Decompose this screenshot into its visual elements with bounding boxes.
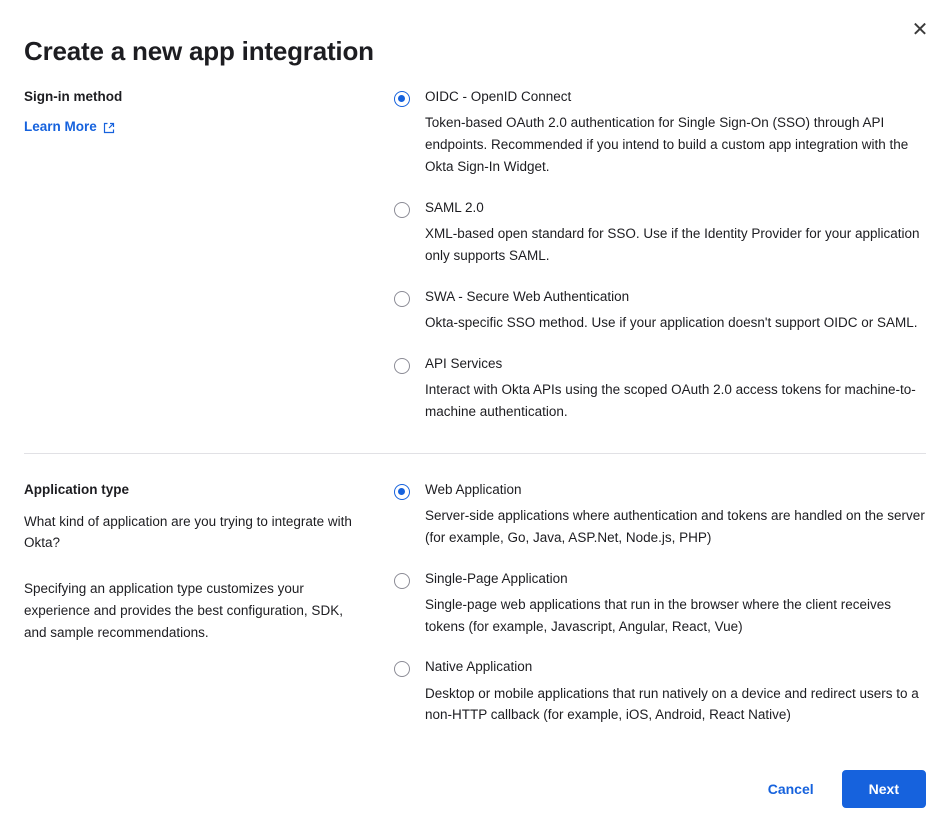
apptype-option-description: Desktop or mobile applications that run natively on a device and redirect users to a non-HTTP callback (for example, iOS, Android, React Native) [425,685,919,723]
application-type-paragraph-2: Specifying an application type customizes your experience and provides the best configuration, SDK, and sample recommendations. [24,581,343,641]
dialog-footer [766,770,926,808]
apptype-option-title: Native Application [425,659,533,675]
apptype-option-title: Single-Page Application [425,570,568,586]
signin-option-saml[interactable] [394,200,926,267]
signin-option-title: API Services [425,355,503,371]
apptype-option-description: Single-page web applications that run in the browser where the client receives tokens (for example, Javascript, Angular, React, Vue) [425,596,892,634]
learn-more-label: Learn More [24,119,97,134]
signin-option-description: XML-based open standard for SSO. Use if the Identity Provider for your application only supports SAML. [425,225,920,263]
signin-option-description: Okta-specific SSO method. Use if your application doesn't support OIDC or SAML. [425,314,918,330]
radio-icon[interactable] [394,202,410,218]
radio-icon[interactable] [394,661,410,677]
signin-option-api-services[interactable] [394,356,926,423]
radio-icon[interactable] [394,291,410,307]
signin-option-swa[interactable] [394,289,926,334]
apptype-option-spa[interactable] [394,571,926,638]
signin-option-description: Interact with Okta APIs using the scoped OAuth 2.0 access tokens for machine-to-machine authentication. [425,381,916,419]
learn-more-link[interactable] [24,119,115,134]
signin-option-oidc[interactable] [394,89,926,178]
signin-option-title: OIDC - OpenID Connect [425,89,572,104]
signin-method-label: Sign-in method [24,89,123,104]
signin-method-section [0,67,950,423]
radio-icon[interactable] [394,91,410,107]
application-type-options [394,460,926,727]
close-icon[interactable]: ✕ [906,16,934,44]
radio-icon[interactable] [394,573,410,589]
apptype-option-web[interactable] [394,482,926,549]
signin-method-options [394,67,926,423]
apptype-option-native[interactable] [394,659,926,726]
application-type-paragraph-1: What kind of application are you trying to integrate with Okta? [24,513,352,551]
external-link-icon [103,122,115,134]
apptype-option-description: Server-side applications where authentication and tokens are handled on the server (for example, Go, Java, ASP.Net, Node.js, PHP) [425,507,925,545]
cancel-button[interactable]: Cancel [766,775,816,803]
apptype-option-title: Web Application [425,481,522,497]
signin-option-title: SAML 2.0 [425,199,484,215]
application-type-label: Application type [24,481,130,497]
signin-method-left-column [24,67,394,423]
radio-icon[interactable] [394,358,410,374]
application-type-left-column [24,460,394,727]
page-title: Create a new app integration [24,36,374,66]
radio-icon[interactable] [394,484,410,500]
next-button[interactable]: Next [842,770,926,808]
application-type-section [0,454,950,727]
signin-option-title: SWA - Secure Web Authentication [425,288,630,304]
signin-option-description: Token-based OAuth 2.0 authentication for Single Sign-On (SSO) through API endpoints. Recommended if you intend to build a custom app integration with the Okta Sign-In Widget. [425,115,909,174]
